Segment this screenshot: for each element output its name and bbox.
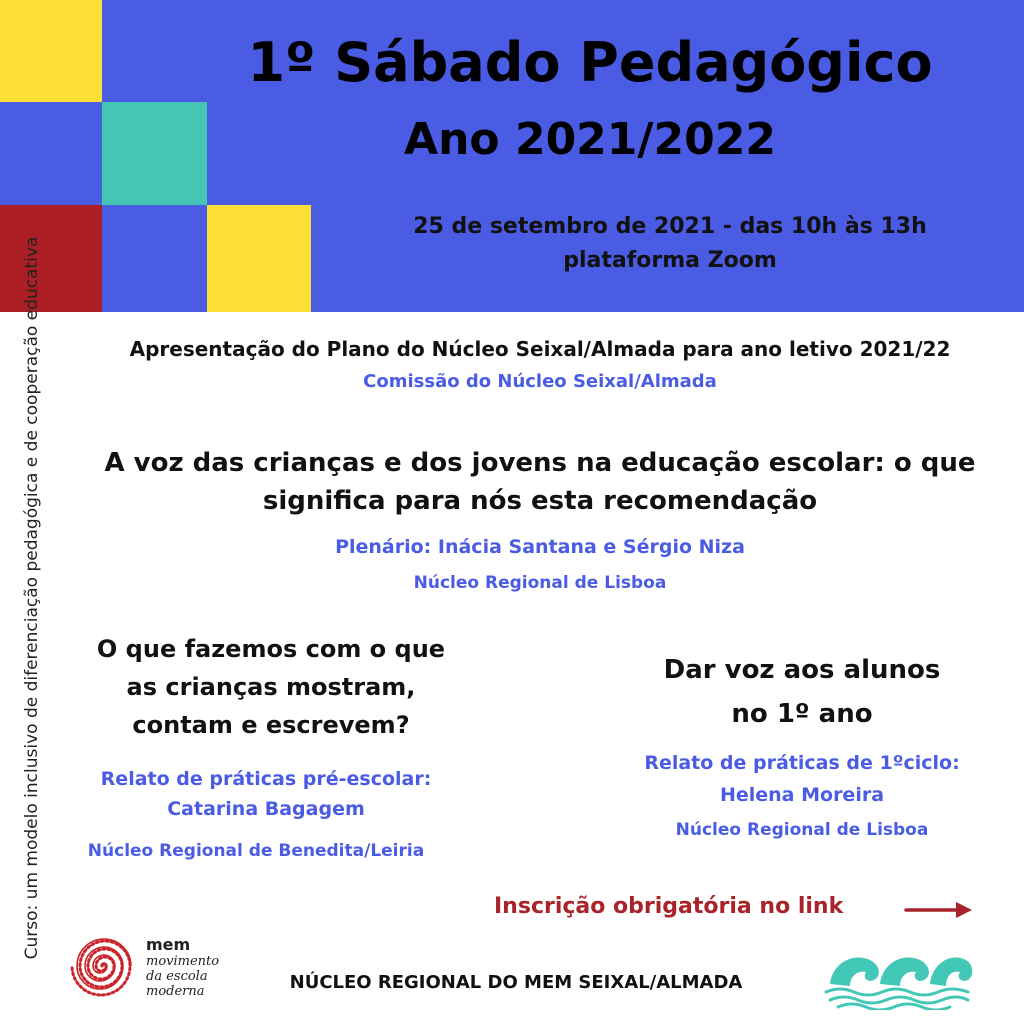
session-2-title-line-2: significa para nós esta recomendação <box>262 486 818 516</box>
session-4-title-line-2: no 1º ano <box>731 699 873 729</box>
mem-logo-line-2: da escola <box>146 969 208 984</box>
session-3-title-line-1: O que fazemos com o que <box>96 635 446 663</box>
session-4-relato-line-2: Helena Moreira <box>719 784 885 806</box>
session-3-title <box>56 630 486 744</box>
session-3-title-line-3: contam e escrevem? <box>132 711 410 739</box>
arrow-right-icon[interactable] <box>904 898 974 922</box>
event-year: Ano 2021/2022 <box>404 114 776 165</box>
session-4-title-line-1: Dar voz aos alunos <box>663 655 941 685</box>
session-3-relato-line-2: Catarina Bagagem <box>167 798 365 820</box>
session-2-nucleo: Núcleo Regional de Lisboa <box>413 573 667 593</box>
session-3-relato <box>56 764 476 824</box>
session-1-presenter: Comissão do Núcleo Seixal/Almada <box>363 371 717 392</box>
registration-text: Inscrição obrigatória no link <box>494 894 844 919</box>
session-3-title-line-2: as crianças mostram, <box>126 673 416 701</box>
waves-icon <box>822 944 974 1010</box>
session-4-relato-line-1: Relato de práticas de 1ºciclo: <box>644 752 960 774</box>
mem-spiral-logo-icon <box>66 928 142 1004</box>
teal-square <box>102 102 207 205</box>
session-4-nucleo: Núcleo Regional de Lisboa <box>675 820 929 840</box>
session-2-presenters: Plenário: Inácia Santana e Sérgio Niza <box>335 536 745 558</box>
event-date-block <box>380 210 960 278</box>
registration-link[interactable] <box>494 890 974 924</box>
yellow-square-top <box>0 0 102 102</box>
session-3-relato-line-1: Relato de práticas pré-escolar: <box>100 768 432 790</box>
mem-logo-text <box>146 936 246 999</box>
red-square <box>0 205 102 312</box>
session-3-nucleo: Núcleo Regional de Benedita/Leiria <box>87 841 425 861</box>
event-platform: plataforma Zoom <box>563 248 777 273</box>
mem-logo-line-3: moderna <box>146 984 205 999</box>
footer-organization: NÚCLEO REGIONAL DO MEM SEIXAL/ALMADA <box>289 972 743 993</box>
mem-logo-line-1: movimento <box>146 954 220 969</box>
session-1-title: Apresentação do Plano do Núcleo Seixal/Almada para ano letivo 2021/22 <box>129 337 951 361</box>
course-sideline: Curso: um modelo inclusivo de diferenciação pedagógica e de cooperação educativa <box>22 236 42 960</box>
yellow-square-bottom <box>207 205 311 312</box>
event-date: 25 de setembro de 2021 - das 10h às 13h <box>413 214 927 239</box>
session-4-title <box>600 648 1004 736</box>
session-2-title-line-1: A voz das crianças e dos jovens na educação escolar: o que <box>104 448 976 478</box>
mem-logo-name: mem <box>146 935 191 954</box>
session-2-title <box>60 444 1020 520</box>
session-4-relato <box>600 747 1004 811</box>
event-title: 1º Sábado Pedagógico <box>247 31 933 94</box>
